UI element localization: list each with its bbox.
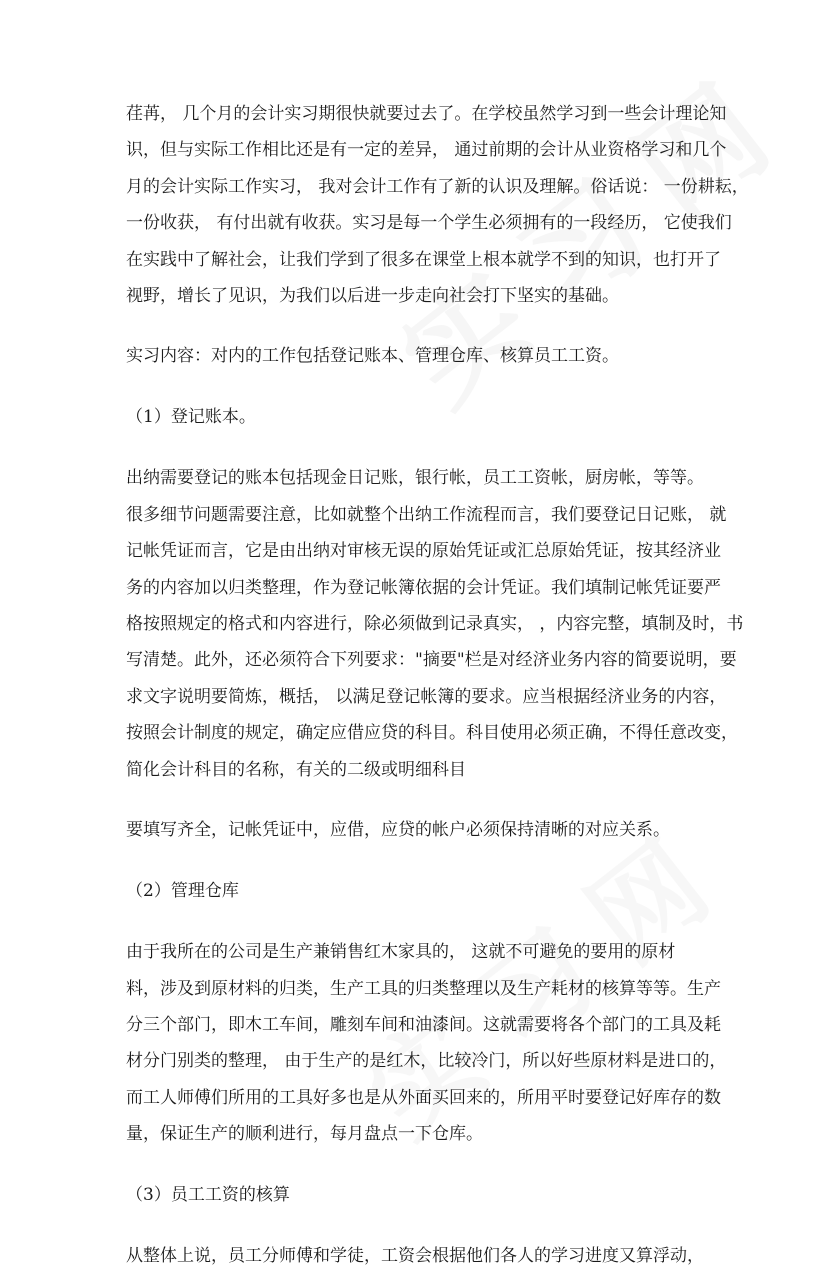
text-line: 材分门别类的整理， 由于生产的是红木，比较冷门，所以好些原材料是进口的， <box>126 1051 727 1072</box>
paragraph-intro <box>126 96 749 314</box>
text-line: 出纳需要登记的账本包括现金日记账，银行帐，员工工资帐，厨房帐，等等。 <box>126 468 704 489</box>
paragraph-ledger-extra: 要填写齐全，记帐凭证中，应借，应贷的帐户必须保持清晰的对应关系。 <box>126 820 670 841</box>
text-line: 荏苒， 几个月的会计实习期很快就要过去了。在学校虽然学习到一些会计理论知 <box>126 104 727 124</box>
text-line: 格按照规定的格式和内容进行，除必须做到记录真实， ，内容完整，填制及时，书 <box>126 614 744 635</box>
text-line: 务的内容加以归类整理，作为登记帐簿依据的会计凭证。我们填制记帐凭证要严 <box>126 577 721 598</box>
section-title: （2）管理仓库 <box>126 881 239 902</box>
text-line: 料，涉及到原材料的归类，生产工具的归类整理以及生产耗材的核算等等。生产 <box>126 978 721 999</box>
text-line: 量，保证生产的顺利进行，每月盘点一下仓库。 <box>126 1124 483 1145</box>
text-line: 按照会计制度的规定，确定应借应贷的科目。科目使用必须正确，不得任意改变， <box>126 723 738 744</box>
text-line: 很多细节问题需要注意，比如就整个出纳工作流程而言，我们要登记日记账， 就 <box>126 504 727 525</box>
paragraph-salary <box>126 1238 716 1274</box>
text-line: 从整体上说，员工分师傅和学徒，工资会根据他们各人的学习进度又算浮动， <box>126 1245 704 1266</box>
text-line: 在实践中了解社会，让我们学到了很多在课堂上根本就学不到的知识，也打开了 <box>126 249 721 270</box>
text-line: 写清楚。此外，还必须符合下列要求："摘要"栏是对经济业务内容的简要说明，要 <box>126 650 737 671</box>
text-line: 而工人师傅们所用的工具好多也是从外面买回来的，所用平时要登记好库存的数 <box>126 1087 721 1108</box>
text-line: 识，但与实际工作相比还是有一定的差异， 通过前期的会计从业资格学习和几个 <box>126 140 727 161</box>
text-line: 求文字说明要简炼，概括， 以满足登记帐簿的要求。应当根据经济业务的内容， <box>126 686 727 707</box>
section-title: （1）登记账本。 <box>126 407 256 428</box>
text-line: 视野，增长了见识，为我们以后进一步走向社会打下坚实的基础。 <box>126 286 619 307</box>
section-title: （3）员工工资的核算 <box>126 1184 290 1205</box>
text-line: 简化会计科目的名称，有关的二级或明细科目 <box>126 759 466 780</box>
content-heading: 实习内容：对内的工作包括登记账本、管理仓库、核算员工工资。 <box>126 346 619 367</box>
text-line: 由于我所在的公司是生产兼销售红木家具的， 这就不可避免的要用的原材 <box>126 942 676 963</box>
text-line: 分三个部门，即木工车间，雕刻车间和油漆间。这就需要将各个部门的工具及耗 <box>126 1014 721 1035</box>
text-line: 月的会计实际工作实习， 我对会计工作有了新的认识及理解。俗话说： 一份耕耘， <box>126 176 749 197</box>
text-line: 记帐凭证而言，它是由出纳对审核无误的原始凭证或汇总原始凭证，按其经济业 <box>126 541 721 562</box>
document-body <box>126 96 749 1274</box>
text-line: 一份收获， 有付出就有收获。实习是每一个学生必须拥有的一段经历， 它使我们 <box>126 213 732 234</box>
paragraph-warehouse <box>126 934 727 1152</box>
paragraph-ledger <box>126 460 744 788</box>
